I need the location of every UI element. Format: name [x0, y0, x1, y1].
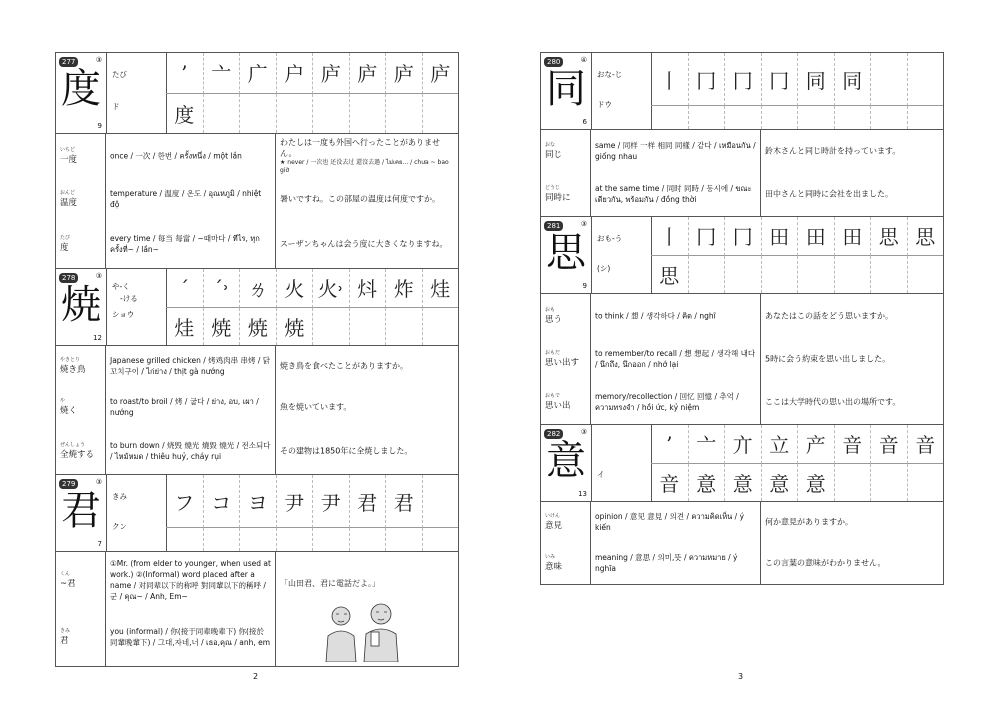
kanji-header [56, 53, 458, 134]
stroke-order-cell: 尹 [312, 475, 349, 528]
kanji-entry-281 [540, 216, 944, 424]
vocabulary-row [541, 338, 943, 380]
stroke-order-cell [239, 528, 276, 551]
stroke-order-cell: ㄌ [239, 269, 276, 308]
stroke-order-cell: 烓 [422, 269, 459, 308]
stroke-order-grid [651, 53, 943, 129]
stroke-order-cell: ˊ [166, 269, 203, 308]
vocabulary-row [541, 130, 943, 172]
example-cell [761, 380, 943, 424]
stroke-order-cell [422, 528, 459, 551]
kanji-readings [106, 53, 167, 133]
kanji-character: 焼 [61, 282, 101, 328]
stroke-order-cell [870, 464, 907, 502]
vocabulary-row [56, 428, 458, 474]
kanji-readings [591, 425, 652, 501]
stroke-order-cell: 音 [907, 425, 944, 464]
stroke-order-grid [651, 217, 943, 293]
vocab-meaning-cell [106, 346, 276, 386]
stroke-order-cell [907, 464, 944, 502]
kanji-entry-277 [55, 52, 459, 268]
example-cell [761, 542, 943, 584]
example-cell [761, 294, 943, 338]
stroke-order-cell: 意 [761, 464, 798, 502]
right-page-number: 3 [738, 672, 744, 681]
kanji-stroke-count: 9 [582, 282, 587, 290]
example-cell [276, 220, 458, 268]
stroke-order-cell: 意 [688, 464, 725, 502]
vocabulary-row [56, 608, 458, 666]
stroke-order-cell: 户 [276, 53, 313, 94]
kanji-readings [591, 53, 652, 129]
stroke-order-cell [203, 528, 240, 551]
stroke-order-cell: 火˒ [312, 269, 349, 308]
kanji-number-badge: 278 [59, 273, 78, 283]
stroke-order-cell [349, 308, 386, 346]
vocabulary-table [541, 294, 943, 424]
reading: おも-う [597, 234, 623, 243]
stroke-order-cell: 冂 [724, 53, 761, 106]
example-sentence: 田中さんと同時に会社を出ました。 [765, 189, 893, 199]
stroke-order-cell: 音 [834, 425, 871, 464]
kanji-number-badge: 279 [59, 479, 78, 489]
kanji-grade: ④ [580, 56, 587, 64]
stroke-order-cell: 音 [659, 471, 680, 496]
stroke-order-cell [312, 94, 349, 134]
kanji-character: 思 [546, 230, 586, 276]
vocab-furigana: おも [545, 307, 556, 313]
stroke-order-cell [651, 106, 688, 129]
stroke-order-cell [907, 256, 944, 294]
vocab-furigana: や [60, 398, 66, 404]
example-sentence: 鈴木さんと同じ時計を持っています。 [765, 146, 901, 156]
stroke-order-cell: 立 [761, 425, 798, 464]
kanji-header [56, 269, 458, 346]
stroke-order-cell: 冂 [761, 53, 798, 106]
vocab-meaning: to remember/to recall / 想 想起 / 생각해 내다 / นึกถึง, นึกออก / nhớ lại [595, 349, 756, 369]
vocabulary-table [56, 346, 458, 474]
kanji-readings [106, 269, 167, 345]
kanji-stroke-count: 13 [578, 490, 587, 498]
vocab-furigana: ぜんしょう [60, 442, 86, 448]
stroke-order-cell [422, 475, 459, 528]
vocab-meaning: opinion / 意见 意見 / 의견 / ความคิดเห็น / ý kiến [595, 512, 745, 532]
vocab-furigana: やきとり [60, 357, 81, 363]
kanji-readings [591, 217, 652, 293]
vocab-meaning-cell [106, 428, 276, 474]
stroke-order-cell [761, 106, 798, 129]
example-sentence: この言葉の意味がわかりません。 [765, 558, 886, 568]
stroke-order-cell [239, 94, 276, 134]
vocabulary-table [56, 552, 458, 666]
vocab-meaning-cell [106, 178, 276, 220]
reading: や-く [112, 282, 130, 291]
vocab-furigana: おもだ [545, 350, 561, 356]
kanji-number-badge: 280 [544, 57, 563, 67]
vocab-word: 同時に [545, 193, 571, 203]
kanji-character: 同 [546, 66, 586, 112]
vocab-meaning: temperature / 温度 / 온도 / อุณหภูมิ / nhiệt độ [110, 189, 262, 209]
stroke-order-cell [688, 256, 725, 294]
vocabulary-table [56, 134, 458, 268]
stroke-order-cell: 尹 [276, 475, 313, 528]
example-cell [276, 428, 458, 474]
stroke-order-cell: 君 [349, 475, 386, 528]
stroke-order-cell: 庐 [422, 53, 459, 94]
kanji-entry-279 [55, 474, 459, 667]
vocab-word: 焼く [60, 406, 78, 416]
stroke-order-cell: ˊ˒ [203, 269, 240, 308]
stroke-order-cell [203, 94, 240, 134]
kanji-cell [56, 53, 107, 133]
reading: たび [112, 70, 127, 79]
kanji-cell [541, 217, 592, 293]
stroke-order-cell: 庐 [349, 53, 386, 94]
stroke-order-cell: 亠 [203, 53, 240, 94]
vocab-word: 温度 [60, 198, 78, 208]
stroke-order-cell [724, 106, 761, 129]
kanji-grade: ③ [95, 478, 102, 486]
kanji-cell [56, 475, 107, 551]
stroke-order-cell [870, 106, 907, 129]
right-page [540, 52, 944, 585]
vocab-meaning-cell [591, 380, 761, 424]
vocabulary-row [56, 178, 458, 220]
vocab-word-cell [56, 428, 106, 474]
kanji-character: 度 [61, 66, 101, 112]
kanji-header [541, 53, 943, 130]
kanji-character: 意 [546, 438, 586, 484]
kanji-cell [541, 53, 592, 129]
stroke-order-grid [166, 269, 458, 345]
vocab-word: 同じ [545, 150, 563, 160]
kanji-header [56, 475, 458, 552]
example-cell [276, 386, 458, 428]
stroke-order-cell: 思 [870, 217, 907, 256]
vocab-furigana: きみ [60, 628, 71, 634]
example-cell [276, 134, 458, 178]
kanji-header [541, 425, 943, 502]
stroke-order-cell: 烓 [174, 315, 195, 340]
reading: (シ) [597, 264, 611, 273]
vocab-word-cell [541, 130, 591, 172]
stroke-order-cell: 亠 [688, 425, 725, 464]
example-sentence: 何か意見がありますか。 [765, 517, 853, 527]
stroke-order-cell: コ [203, 475, 240, 528]
vocab-word-cell [56, 608, 106, 666]
kanji-header [541, 217, 943, 294]
kanji-readings [106, 475, 167, 551]
vocab-word-cell [56, 134, 106, 178]
example-sentence: 焼き鳥を食べたことがありますか。 [280, 361, 408, 371]
vocab-word-cell [56, 220, 106, 268]
vocabulary-row [541, 380, 943, 424]
vocab-word: 意味 [545, 562, 563, 572]
stroke-order-cell: 音 [870, 425, 907, 464]
stroke-order-grid [166, 475, 458, 551]
example-cell [761, 130, 943, 172]
vocab-meaning-cell [106, 134, 276, 178]
stroke-order-cell: 冂 [724, 217, 761, 256]
example-cell [276, 608, 458, 666]
vocabulary-row [56, 220, 458, 268]
kanji-grade: ③ [95, 56, 102, 64]
stroke-order-cell: 田 [797, 217, 834, 256]
stroke-order-cell: 庐 [312, 53, 349, 94]
stroke-order-cell [797, 106, 834, 129]
vocab-meaning: you (informal) / 你(接于同辈晚辈下) 你(接於同輩晚輩下) / 그대,자네,너 / เธอ,คุณ / anh, em [110, 627, 271, 647]
vocabulary-row [56, 552, 458, 608]
reading: クン [112, 522, 127, 531]
stroke-order-cell [385, 528, 422, 551]
vocab-meaning: to think / 想 / 생각하다 / คิด / nghĩ [595, 311, 716, 321]
stroke-order-grid [651, 425, 943, 501]
stroke-order-cell: 意 [797, 464, 834, 502]
vocab-furigana: くん [60, 571, 71, 577]
stroke-order-cell: 冂 [688, 53, 725, 106]
vocabulary-row [541, 502, 943, 542]
kanji-cell [56, 269, 107, 345]
vocab-word: 思い出す [545, 358, 580, 368]
stroke-order-cell: フ [166, 475, 203, 528]
vocab-word: 君 [60, 636, 69, 646]
example-sentence: 魚を焼いています。 [280, 402, 352, 412]
vocabulary-table [541, 130, 943, 216]
left-page [55, 52, 459, 667]
vocab-meaning: to burn down / 烧毁 燒光 燒毀 燒光 / 전소되다 / ไหม้หมด / thiêu huỷ, cháy rụi [110, 441, 271, 461]
example-sentence: わたしは一度も外国へ行ったことがありません。 [280, 138, 440, 158]
vocab-meaning: every time / 每当 每當 / ~때마다 / ทีไร, ทุกครั้งที่~ / lần~ [110, 234, 260, 254]
stroke-order-cell: 丨 [651, 217, 688, 256]
reading: ショウ [112, 310, 135, 319]
stroke-order-grid [166, 53, 458, 133]
stroke-order-cell [907, 106, 944, 129]
stroke-order-cell: 产 [797, 425, 834, 464]
vocab-meaning-cell [106, 552, 276, 608]
example-cell [761, 338, 943, 380]
stroke-order-cell: 同 [797, 53, 834, 106]
vocab-meaning: same / 同样 一样 相同 同樣 / 같다 / เหมือนกัน / giống nhau [595, 141, 756, 161]
vocab-meaning-cell [591, 502, 761, 542]
kanji-entry-278 [55, 268, 459, 474]
example-sentence: その建物は1850年に全焼しました。 [280, 446, 413, 456]
vocab-meaning: Japanese grilled chicken / 烤鸡肉串 串烤 / 닭 꼬치구이 / ไก่ย่าง / thịt gà nướng [110, 356, 271, 376]
reading: -ける [120, 294, 138, 303]
office-workers-illustration [316, 602, 406, 662]
vocab-word: 思う [545, 315, 563, 325]
example-sentence: スーザンちゃんは会う度に大きくなりますね。 [280, 239, 448, 249]
vocabulary-row [541, 542, 943, 584]
kanji-stroke-count: 7 [97, 540, 102, 548]
reading: きみ [112, 492, 127, 501]
vocab-word-cell [541, 380, 591, 424]
stroke-order-cell [834, 106, 871, 129]
example-cell [761, 172, 943, 216]
vocabulary-row [56, 386, 458, 428]
stroke-order-cell: 焼 [276, 308, 313, 346]
kanji-grade: ③ [580, 428, 587, 436]
vocab-meaning-cell [106, 608, 276, 666]
stroke-order-cell [834, 464, 871, 502]
stroke-order-cell [797, 256, 834, 294]
vocabulary-row [541, 294, 943, 338]
stroke-order-cell [349, 528, 386, 551]
vocab-word-cell [56, 346, 106, 386]
vocab-meaning-cell [591, 172, 761, 216]
vocab-furigana: おんど [60, 190, 76, 196]
stroke-order-cell [870, 256, 907, 294]
kanji-number-badge: 282 [544, 429, 563, 439]
vocab-word-cell [541, 172, 591, 216]
example-sentence: あなたはこの話をどう思いますか。 [765, 311, 893, 321]
vocab-meaning: once / 一次 / 한번 / ครั้งหนึ่ง / một lần [110, 151, 242, 161]
kanji-entry-282 [540, 424, 944, 585]
kanji-character: 君 [61, 488, 101, 534]
stroke-order-cell: 亣 [724, 425, 761, 464]
reading: おな-じ [597, 70, 623, 79]
kanji-number-badge: 281 [544, 221, 563, 231]
stroke-order-cell: 思 [659, 263, 680, 288]
stroke-order-cell: 炸 [385, 269, 422, 308]
kanji-cell [541, 425, 592, 501]
stroke-order-cell: 同 [834, 53, 871, 106]
vocab-furigana: おもで [545, 393, 561, 399]
vocab-meaning-cell [591, 294, 761, 338]
vocabulary-row [56, 134, 458, 178]
stroke-order-cell: 冂 [688, 217, 725, 256]
vocab-meaning-cell [591, 130, 761, 172]
left-page-number: 2 [253, 672, 259, 681]
vocabulary-row [56, 346, 458, 386]
stroke-order-cell [276, 94, 313, 134]
example-sentence: ここは大学時代の思い出の場所です。 [765, 397, 901, 407]
vocab-word: ~君 [60, 579, 76, 589]
stroke-order-cell [166, 528, 203, 551]
example-cell [276, 178, 458, 220]
example-cell [276, 346, 458, 386]
stroke-order-cell: 田 [761, 217, 798, 256]
vocabulary-row [541, 172, 943, 216]
reading: ドウ [597, 100, 612, 109]
kanji-entry-280 [540, 52, 944, 216]
vocab-meaning-cell [591, 542, 761, 584]
vocab-furigana: たび [60, 235, 71, 241]
stroke-order-cell: 思 [907, 217, 944, 256]
kanji-stroke-count: 12 [93, 334, 102, 342]
stroke-order-cell: 君 [385, 475, 422, 528]
vocab-meaning-cell [106, 220, 276, 268]
vocab-meaning-cell [106, 386, 276, 428]
reading: イ [597, 470, 605, 479]
stroke-order-cell: 焼 [239, 308, 276, 346]
stroke-order-cell: 庐 [385, 53, 422, 94]
stroke-order-cell [276, 528, 313, 551]
vocab-word: 意見 [545, 521, 563, 531]
vocab-word-cell [56, 178, 106, 220]
vocab-word-cell [56, 386, 106, 428]
example-cell [276, 552, 458, 608]
stroke-order-cell [907, 53, 944, 106]
vocab-furigana: おな [545, 142, 556, 148]
stroke-order-cell: ’ [651, 425, 688, 464]
kanji-stroke-count: 9 [97, 122, 102, 130]
stroke-order-cell: 焼 [203, 308, 240, 346]
kanji-grade: ③ [95, 272, 102, 280]
stroke-order-cell: 火 [276, 269, 313, 308]
vocab-meaning: meaning / 意思 / 의미,뜻 / ความหมาย / ý nghĩa [595, 553, 738, 573]
stroke-order-cell [422, 94, 459, 134]
stroke-order-cell: 度 [174, 102, 195, 127]
vocab-word-cell [541, 502, 591, 542]
vocab-furigana: どうじ [545, 185, 561, 191]
reading: ド [112, 102, 120, 111]
kanji-grade: ③ [580, 220, 587, 228]
stroke-order-cell [761, 256, 798, 294]
vocab-word: 度 [60, 243, 69, 253]
example-cell [761, 502, 943, 542]
stroke-order-cell [312, 308, 349, 346]
vocab-word-cell [56, 552, 106, 608]
vocab-furigana: いみ [545, 554, 556, 560]
vocab-word: 一度 [60, 155, 78, 165]
stroke-order-cell [834, 256, 871, 294]
stroke-order-cell: 田 [834, 217, 871, 256]
vocab-meaning: memory/recollection / 回忆 回憶 / 추억 / ความทรงจำ / hồi ức, kỷ niệm [595, 392, 739, 412]
vocab-word-cell [541, 542, 591, 584]
vocab-meaning-cell [591, 338, 761, 380]
vocab-word: 思い出 [545, 401, 571, 411]
vocab-meaning: ①Mr. (from elder to younger, when used at work.) ②(Informal) word placed after a name / 对同辈以下的称呼 對同輩以下的稱呼 / 군 / คุณ~ / Anh, Em~ [110, 559, 271, 601]
stroke-order-cell [870, 53, 907, 106]
stroke-order-cell [422, 308, 459, 346]
stroke-order-cell: ヨ [239, 475, 276, 528]
vocab-furigana: いけん [545, 513, 561, 519]
stroke-order-cell [688, 106, 725, 129]
vocab-meaning: at the same time / 同时 同時 / 동시에 / ขณะเดียวกัน, พร้อมกัน / đồng thời [595, 184, 752, 204]
stroke-order-cell: 意 [724, 464, 761, 502]
stroke-order-cell [312, 528, 349, 551]
vocab-word-cell [541, 338, 591, 380]
kanji-stroke-count: 6 [582, 118, 587, 126]
vocab-word: 焼き鳥 [60, 365, 86, 375]
stroke-order-cell: 丨 [651, 53, 688, 106]
vocab-furigana: いちど [60, 147, 76, 153]
stroke-order-cell [385, 94, 422, 134]
vocab-word-cell [541, 294, 591, 338]
stroke-order-cell [385, 308, 422, 346]
vocabulary-table [541, 502, 943, 584]
example-sentence: 「山田君、君に電話だよ。」 [280, 579, 380, 588]
stroke-order-cell: ’ [166, 53, 203, 94]
example-sentence: 暑いですね。この部屋の温度は何度ですか。 [280, 194, 440, 204]
stroke-order-cell: 广 [239, 53, 276, 94]
example-note: ★ never / 一次也 还没去过 還沒去過 / ไม่เคย... / chưa ~ bao giờ [280, 159, 449, 174]
vocab-word: 全焼する [60, 450, 95, 460]
vocab-meaning: to roast/to broil / 烤 / 굽다 / ย่าง, อบ, เผา / nướng [110, 397, 259, 417]
stroke-order-cell: 炓 [349, 269, 386, 308]
stroke-order-cell [349, 94, 386, 134]
stroke-order-cell [724, 256, 761, 294]
example-sentence: 5時に会う約束を思い出しました。 [765, 354, 891, 364]
kanji-number-badge: 277 [59, 57, 78, 67]
